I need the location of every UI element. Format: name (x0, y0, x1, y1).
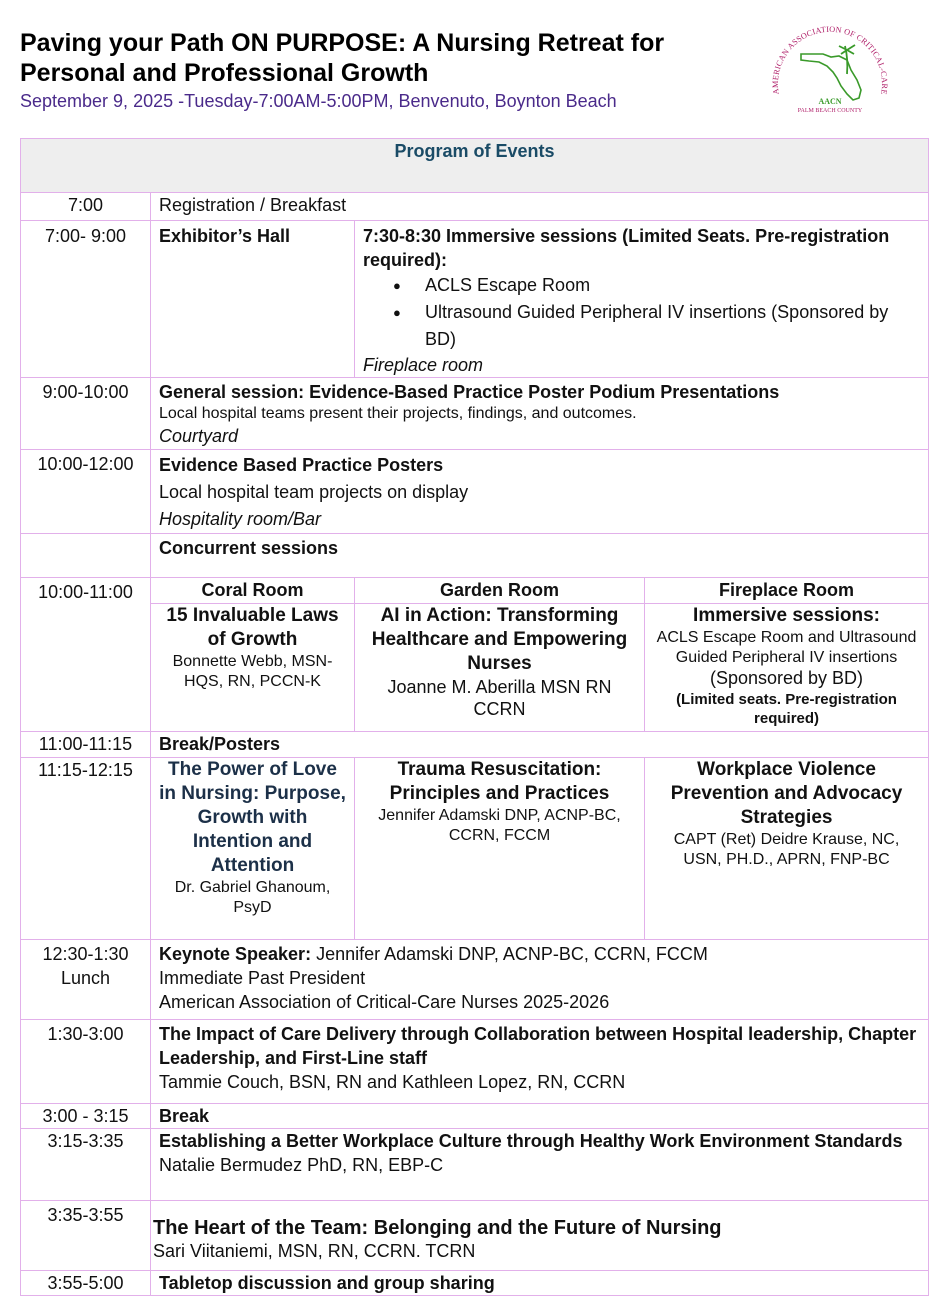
event-cell: Registration / Breakfast (151, 193, 929, 221)
event-cell: Break/Posters (151, 732, 929, 758)
keynote-label: Keynote Speaker: (159, 944, 312, 964)
session-title: The Heart of the Team: Belonging and the Future of Nursing (153, 1217, 722, 1239)
session-speaker: Bonnette Webb, MSN-HQS, RN, PCCN-K (172, 653, 333, 690)
session-coral-cell (151, 604, 355, 732)
session-title: Immersive sessions: (693, 605, 880, 626)
session-title: Workplace Violence Prevention and Advocacy Strategies (670, 759, 903, 828)
time-cell: 3:15-3:35 (21, 1129, 151, 1201)
schedule-row (21, 193, 929, 221)
schedule-row (21, 221, 929, 378)
session-title: Establishing a Better Workplace Culture through Healthy Work Environment Standards (159, 1131, 903, 1151)
session-title: AI in Action: Transforming Healthcare and Empowering Nurses (371, 605, 628, 674)
aacn-palm-beach-logo (765, 24, 895, 116)
event-cell: Break (151, 1104, 929, 1129)
session-title: The Power of Love in Nursing: Purpose, Growth with Intention and Attention (159, 759, 346, 876)
session-title: 15 Invaluable Laws of Growth (166, 605, 339, 650)
time-cell (21, 534, 151, 578)
schedule-row (21, 1129, 929, 1201)
session-title: Evidence Based Practice Posters (159, 455, 444, 475)
location-text: Courtyard (159, 426, 239, 446)
time-cell: 7:00 (21, 193, 151, 221)
time-cell: 3:35-3:55 (21, 1201, 151, 1271)
immersive-sessions-cell (355, 221, 929, 378)
room-coral-header: Coral Room (151, 578, 355, 604)
document-header (20, 28, 760, 113)
session-cell (355, 758, 645, 940)
keynote-organization: American Association of Critical-Care Nurses 2025-2026 (159, 992, 610, 1012)
registration-note: (Limited seats. Pre-registration required) (676, 691, 897, 727)
schedule-row (21, 732, 929, 758)
time-cell: 11:15-12:15 (21, 758, 151, 940)
session-cell (151, 758, 355, 940)
keynote-title: Immediate Past President (159, 968, 366, 988)
schedule-row (21, 940, 929, 1020)
concurrent-sessions-heading: Concurrent sessions (151, 534, 929, 578)
keynote-cell (151, 940, 929, 1020)
immersive-sessions-title: 7:30-8:30 Immersive sessions (Limited Seats. Pre-registration required): (363, 226, 890, 270)
document-title (20, 28, 760, 88)
aacn-logo-graphic (765, 24, 895, 116)
time-cell: 7:00- 9:00 (21, 221, 151, 378)
schedule-row (21, 378, 929, 450)
florida-outline-icon (801, 54, 861, 100)
time-cell: 3:55-5:00 (21, 1271, 151, 1296)
schedule-row (21, 1271, 929, 1296)
session-speaker: Natalie Bermudez PhD, RN, EBP-C (159, 1155, 444, 1175)
program-title: Program of Events (21, 139, 929, 193)
exhibitor-hall-cell: Exhibitor’s Hall (151, 221, 355, 378)
event-cell (151, 1201, 929, 1271)
event-cell (151, 1129, 929, 1201)
session-description: Local hospital team projects on display (159, 482, 469, 502)
program-banner-row (21, 139, 929, 193)
event-cell: Tabletop discussion and group sharing (151, 1271, 929, 1296)
list-item: ● Ultrasound Guided Peripheral IV insertions (Sponsored by BD) (393, 299, 920, 353)
location-text: Fireplace room (363, 355, 484, 375)
schedule-row (21, 758, 929, 940)
session-title: Trauma Resuscitation: Principles and Practices (389, 759, 610, 804)
time-sublabel: Lunch (60, 968, 111, 988)
schedule-row (21, 450, 929, 534)
time-cell: 11:00-11:15 (21, 732, 151, 758)
session-description-text: ACLS Escape Room and Ultrasound Guided Peripheral IV insertions (656, 629, 917, 666)
event-date-location: September 9, 2025 -Tuesday-7:00AM-5:00PM, Benvenuto, Boynton Beach (20, 91, 617, 111)
logo-ring-text: AMERICAN ASSOCIATION OF CRITICAL-CARE (770, 24, 890, 96)
schedule-row (21, 534, 929, 578)
event-cell (151, 378, 929, 450)
time-cell: 10:00-11:00 (21, 578, 151, 732)
schedule-row (21, 1201, 929, 1271)
event-cell (151, 450, 929, 534)
schedule-row (21, 1020, 929, 1104)
program-table (20, 138, 929, 1296)
time-cell (21, 940, 151, 1020)
room-garden-header: Garden Room (355, 578, 645, 604)
time-cell: 9:00-10:00 (21, 378, 151, 450)
room-fireplace-header: Fireplace Room (645, 578, 929, 604)
session-title: The Impact of Care Delivery through Collaboration between Hospital leadership, Chapter Leadership, and First-Line staff (159, 1024, 917, 1068)
time-cell: 1:30-3:00 (21, 1020, 151, 1104)
list-item: ● ACLS Escape Room (393, 272, 920, 299)
time-cell: 10:00-12:00 (21, 450, 151, 534)
title-line-1: Paving your Path ON PURPOSE: A Nursing Retreat for (20, 29, 665, 57)
logo-aacn-text: AACN (818, 97, 842, 106)
title-line-2: Personal and Professional Growth (20, 59, 429, 87)
session-speaker: Jennifer Adamski DNP, ACNP-BC, CCRN, FCCM (378, 807, 621, 844)
keynote-speaker: Jennifer Adamski DNP, ACNP-BC, CCRN, FCCM (311, 944, 708, 964)
session-garden-cell (355, 604, 645, 732)
time-cell: 3:00 - 3:15 (21, 1104, 151, 1129)
location-text: Hospitality room/Bar (159, 509, 322, 529)
session-description (649, 628, 924, 690)
session-speaker: Tammie Couch, BSN, RN and Kathleen Lopez, RN, CCRN (159, 1072, 626, 1092)
room-header-row (21, 578, 929, 604)
schedule-row (21, 604, 929, 732)
time-text: 12:30-1:30 (42, 944, 129, 964)
session-speaker: Sari Viitaniemi, MSN, RN, CCRN. TCRN (153, 1241, 476, 1261)
keynote-line (159, 942, 920, 966)
sponsor-text: (Sponsored by BD) (709, 668, 864, 688)
session-cell (645, 758, 929, 940)
event-cell (151, 1020, 929, 1104)
session-speaker: CAPT (Ret) Deidre Krause, NC, USN, PH.D., APRN, FNP-BC (673, 831, 900, 868)
palm-tree-icon (839, 45, 855, 74)
session-speaker: Joanne M. Aberilla MSN RN CCRN (387, 677, 612, 719)
session-fireplace-cell (645, 604, 929, 732)
svg-text:AMERICAN ASSOCIATION OF CRITIC (765, 24, 889, 95)
session-speaker: Dr. Gabriel Ghanoum, PsyD (174, 879, 331, 916)
session-description: Local hospital teams present their projects, findings, and outcomes. (159, 405, 637, 422)
schedule-row (21, 1104, 929, 1129)
session-title: General session: Evidence-Based Practice Poster Podium Presentations (159, 382, 780, 402)
immersive-sessions-list (363, 272, 920, 353)
logo-county-text: PALM BEACH COUNTY (797, 108, 863, 114)
